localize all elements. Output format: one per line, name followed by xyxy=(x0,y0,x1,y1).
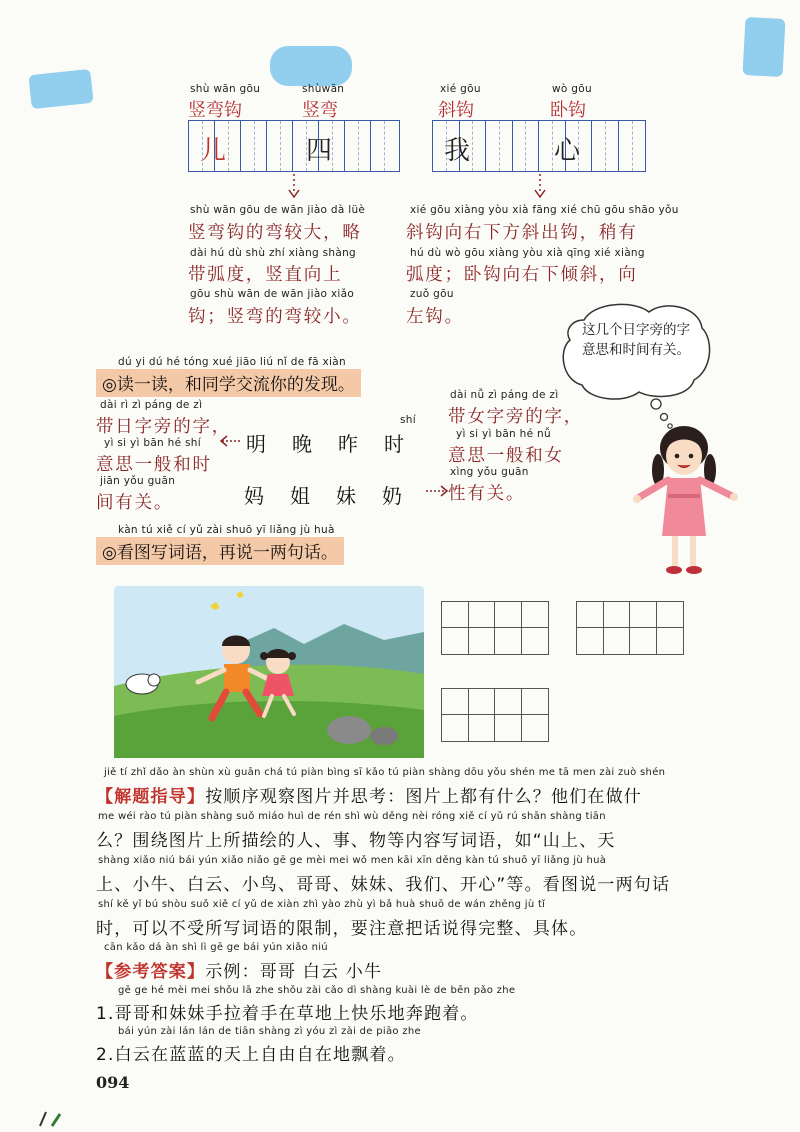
desc-pinyin: zuǒ gōu xyxy=(410,288,454,300)
answer-tag: 【参考答案】 xyxy=(96,962,206,982)
stroke-pinyin: wò gōu xyxy=(552,83,592,95)
section-title: ◎看图写词语，再说一两句话。 xyxy=(96,537,344,565)
page-number: 094 xyxy=(96,1073,130,1092)
note-pinyin: xìng yǒu guān xyxy=(450,466,529,478)
word-writing-grid[interactable] xyxy=(441,601,549,655)
note-line: 意思一般和女 xyxy=(448,446,564,466)
answer-line: 【参考答案】示例：哥哥 白云 小牛 xyxy=(96,962,383,982)
left-arrow-icon xyxy=(218,434,244,448)
desc-line: 带弧度，竖直向上 xyxy=(188,265,343,285)
word-writing-grid[interactable] xyxy=(441,688,549,742)
guide-pinyin: shàng xiǎo niú bái yún xiǎo niǎo gē ge mèi mei wǒ men kāi xīn děng kàn tú shuō yī liǎng jù huà xyxy=(98,855,607,866)
guide-pinyin: jiě tí zhǐ dǎo àn shùn xù guān chá tú piàn bìng sī kǎo tú piàn shàng dōu yǒu shén me tā men zài zuò shén xyxy=(104,767,666,778)
desc-line: 竖弯钩的弯较大，略 xyxy=(188,223,362,243)
guide-pinyin: shí kě yǐ bú shòu suǒ xiě cí yǔ de xiàn zhì yào zhù yì bǎ huà shuō de wán zhěng jù tǐ xyxy=(98,899,546,910)
desc-line: 斜钩向右下方斜出钩，稍有 xyxy=(406,223,638,243)
desc-line: 左钩。 xyxy=(406,307,464,327)
guide-line: 上、小牛、白云、小鸟、哥哥、妹妹、我们、开心”等。看图说一两句话 xyxy=(96,875,671,895)
girl-illustration xyxy=(632,424,742,580)
note-pinyin: yì si yì bān hé nǚ xyxy=(456,428,551,440)
desc-pinyin: gōu shù wān de wān jiào xiǎo xyxy=(190,288,355,300)
stroke-pinyin: xié gōu xyxy=(440,83,481,95)
answer-pinyin: bái yún zài lán lán de tiān shàng zì yóu zì zài de piāo zhe xyxy=(118,1026,421,1037)
guide-pinyin: me wéi rào tú piàn shàng suǒ miáo huì de rén shì wù děng nèi róng xiě cí yǔ rú shān shàng tiān xyxy=(98,811,606,822)
grid-char: 四 xyxy=(306,136,333,166)
note-line: 带女字旁的字， xyxy=(448,407,584,427)
section-title: ◎读一读，和同学交流你的发现。 xyxy=(96,369,361,397)
guide-line: 【解题指导】按顺序观察图片并思考：图片上都有什么？他们在做什 xyxy=(96,787,643,807)
nv-radical-chars: 妈姐妹奶 xyxy=(244,484,428,508)
thought-bubble-text: 这几个日字旁的字意思和时间有关。 xyxy=(582,322,690,358)
stroke-pinyin: shù wān gōu xyxy=(190,83,261,95)
grid-char: 我 xyxy=(444,136,471,166)
stroke-pinyin: shùwān xyxy=(302,83,345,95)
note-pinyin: dài nǚ zì páng de zì xyxy=(450,389,559,401)
down-arrow-icon xyxy=(530,172,550,202)
desc-pinyin: shù wān gōu de wān jiào dà lüè xyxy=(190,204,366,216)
note-pinyin: yì si yì bān hé shí xyxy=(104,437,201,449)
grid-char: 儿 xyxy=(200,136,227,166)
guide-line: 时，可以不受所写词语的限制，要注意把话说得完整、具体。 xyxy=(96,919,588,939)
answer-pinyin: cān kǎo dá àn shì lì gē ge bái yún xiǎo niú xyxy=(104,942,328,953)
note-line: 间有关。 xyxy=(96,493,174,513)
note-pinyin: jiān yǒu guān xyxy=(100,475,176,487)
stroke-name: 卧钩 xyxy=(550,100,586,121)
section-pinyin: dú yi dú hé tóng xué jiāo liú nǐ de fā xiàn xyxy=(118,356,346,368)
word-writing-grid[interactable] xyxy=(576,601,684,655)
grid-char: 心 xyxy=(554,136,581,166)
answer-sentence: 1.哥哥和妹妹手拉着手在草地上快乐地奔跑着。 xyxy=(96,1004,479,1024)
stroke-name: 斜钩 xyxy=(438,100,474,121)
stroke-name: 竖弯钩 xyxy=(188,100,242,121)
note-line: 意思一般和时 xyxy=(96,455,212,475)
note-line: 带日字旁的字， xyxy=(96,417,232,437)
ri-radical-chars: 明晚昨时 xyxy=(246,432,430,456)
corner-mark-icon xyxy=(36,1108,76,1128)
note-line: 性有关。 xyxy=(448,484,526,504)
desc-pinyin: xié gōu xiàng yòu xià fāng xié chū gōu shāo yǒu xyxy=(410,204,679,216)
down-arrow-icon xyxy=(284,172,304,202)
tape-decoration xyxy=(743,17,786,77)
tape-decoration xyxy=(270,46,352,86)
answer-sentence: 2.白云在蓝蓝的天上自由自在地飘着。 xyxy=(96,1045,406,1065)
right-arrow-icon xyxy=(424,484,450,498)
tape-decoration xyxy=(28,69,93,109)
desc-line: 弧度；卧钩向右下倾斜，向 xyxy=(406,265,638,285)
answer-pinyin: gē ge hé mèi mei shǒu lā zhe shǒu zài cǎo dì shàng kuài lè de bēn pǎo zhe xyxy=(118,985,516,996)
stroke-name: 竖弯 xyxy=(302,100,338,121)
section-pinyin: kàn tú xiě cí yǔ zài shuō yī liǎng jù huà xyxy=(118,524,335,536)
char-pinyin: shí xyxy=(400,414,416,426)
scene-illustration xyxy=(114,586,424,758)
desc-pinyin: hú dù wò gōu xiàng yòu xià qīng xié xiàng xyxy=(410,247,645,259)
guide-tag: 【解题指导】 xyxy=(96,787,206,807)
guide-line: 么？围绕图片上所描绘的人、事、物等内容写词语，如“山上、天 xyxy=(96,831,616,851)
desc-line: 钩；竖弯的弯较小。 xyxy=(188,307,362,327)
note-pinyin: dài rì zì páng de zì xyxy=(100,399,203,411)
desc-pinyin: dài hú dù shù zhí xiàng shàng xyxy=(190,247,356,259)
